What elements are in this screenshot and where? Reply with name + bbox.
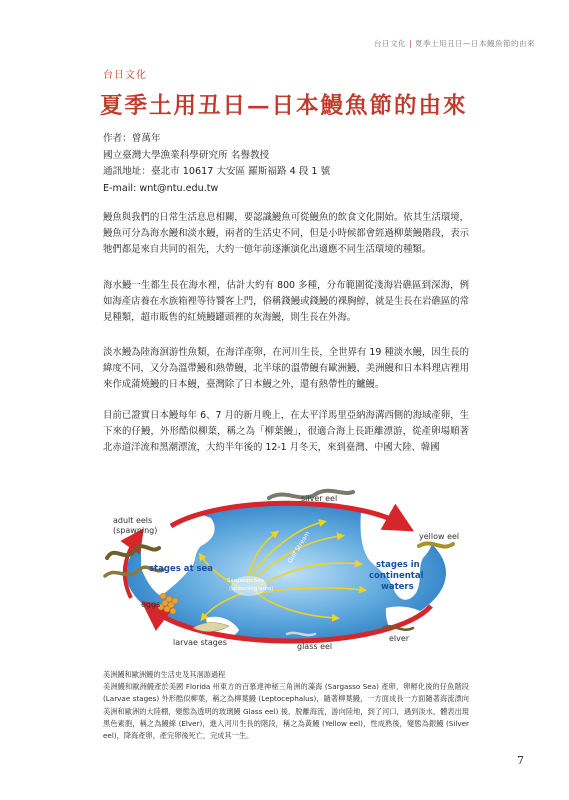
- label-eggs: eggs: [141, 600, 161, 609]
- label-yellow-eel: yellow eel: [419, 532, 460, 541]
- label-elver: elver: [389, 634, 410, 643]
- label-adult-eels: adult eels: [113, 516, 153, 525]
- author-email: E-mail: wnt@ntu.edu.tw: [103, 182, 219, 194]
- author-address: 通訊地址：臺北市 10617 大安區 羅斯福路 4 段 1 號: [103, 166, 331, 177]
- caption-text: 美洲鰻和歐洲鰻產於美國 Florida 州東方的百慕達神秘三角洲的藻海 (Sargasso Sea) 產卵，卵孵化後的仔魚階段 (Larvae stages) 外形酷似柳葉，稱之為柳葉鰻 (Leptocephalus)，隨著柳葉鰻，一方面成長一方面隨著海流漂向美洲和歐洲的大陸棚，變態為透明的玻璃鰻 Glass eel) 後，脫離海流，游向陸地，到了河口，遇到淡水，體表出現黑色素胞，稱之為鰻線 (Elver)，進入河川生長的階段，稱之為黃鰻 (Yellow eel)，性成熟後，變態為銀鰻 (Silver eel)，降海產卵，產完卵後死亡，完成其一生。: [103, 682, 469, 741]
- running-header: [374, 38, 535, 49]
- page-number: 7: [517, 754, 524, 767]
- label-larvae-stages: larvae stages: [173, 638, 227, 647]
- body-paragraph-2: 海水鰻一生都生長在海水裡，估計大約有 800 多種，分布範圍從淺海岩礁區到深海，例如海產店養在水族箱裡等待饕客上門，俗稱錢鰻或錢鰻的裸胸鯙，就是生長在岩礁區的常見種類，超市販售的紅燒鰻罐頭裡的灰海鰻，則生長在外海。: [103, 280, 469, 323]
- label-continental: continental: [369, 571, 424, 581]
- body-paragraph-4: 目前已證實日本鰻每年 6、7 月的新月晚上，在太平洋馬里亞納海溝西側的海域產卵，生下來的仔鰻，外形酷似柳葉，稱之為「柳葉鰻」，很適合海上長距離漂游，從產卵場順著北赤道洋流和黑潮漂流，大約半年後的 12-1 月冬天，來到臺灣、中國大陸、韓國: [103, 410, 469, 453]
- author-name: 作者：曾萬年: [103, 133, 161, 144]
- figure-caption: [103, 669, 469, 742]
- label-waters: waters: [381, 582, 414, 592]
- article-title: 夏季土用丑日—日本鰻魚節的由來: [100, 93, 468, 119]
- caption-title: 美洲鰻和歐洲鰻的生活史及其洄游過程: [103, 670, 226, 679]
- label-stages-in: stages in: [376, 560, 420, 570]
- category-label: 台日文化: [103, 70, 147, 81]
- label-glass-eel: glass eel: [297, 642, 333, 651]
- label-spawning-area: (spawning area): [229, 586, 274, 592]
- label-sargasso-sea: Sargasso Sea: [227, 578, 264, 584]
- eel-life-cycle-figure: [101, 478, 471, 664]
- body-paragraph-1: 鰻魚與我們的日常生活息息相關，要認識鰻魚可從鰻魚的飲食文化開始。依其生活環境，鰻魚可分為海水鰻和淡水鰻，兩者的生活史不同，但是小時候都會經過柳葉鰻階段，表示牠們都是來自共同的祖先，大約一億年前逐漸演化出適應不同生活環境的種類。: [103, 212, 469, 255]
- running-header-separator: |: [408, 39, 412, 48]
- author-affiliation: 國立臺灣大學漁業科學研究所 名譽教授: [103, 149, 270, 161]
- running-header-section: 台日文化: [373, 39, 406, 48]
- label-gulf-stream: Gulf Stream: [286, 530, 312, 565]
- author-block: [103, 131, 330, 197]
- body-paragraph-3: 淡水鰻為陸海洄游性魚類，在海洋產卵，在河川生長，全世界有 19 種淡水鰻，因生長的緯度不同，又分為溫帶鰻和熱帶鰻，北半球的溫帶鰻有歐洲鰻、美洲鰻和日本料理店裡用來作成蒲燒鰻的日本鰻，臺灣除了日本鰻之外，還有熱帶性的鱸鰻。: [103, 347, 469, 390]
- label-stages-at-sea: stages at sea: [149, 564, 214, 574]
- running-header-title: 夏季土用丑日—日本鰻魚節的由來: [415, 39, 535, 48]
- label-spawning: (spawning): [113, 526, 158, 535]
- label-silver-eel: silver eel: [301, 494, 338, 503]
